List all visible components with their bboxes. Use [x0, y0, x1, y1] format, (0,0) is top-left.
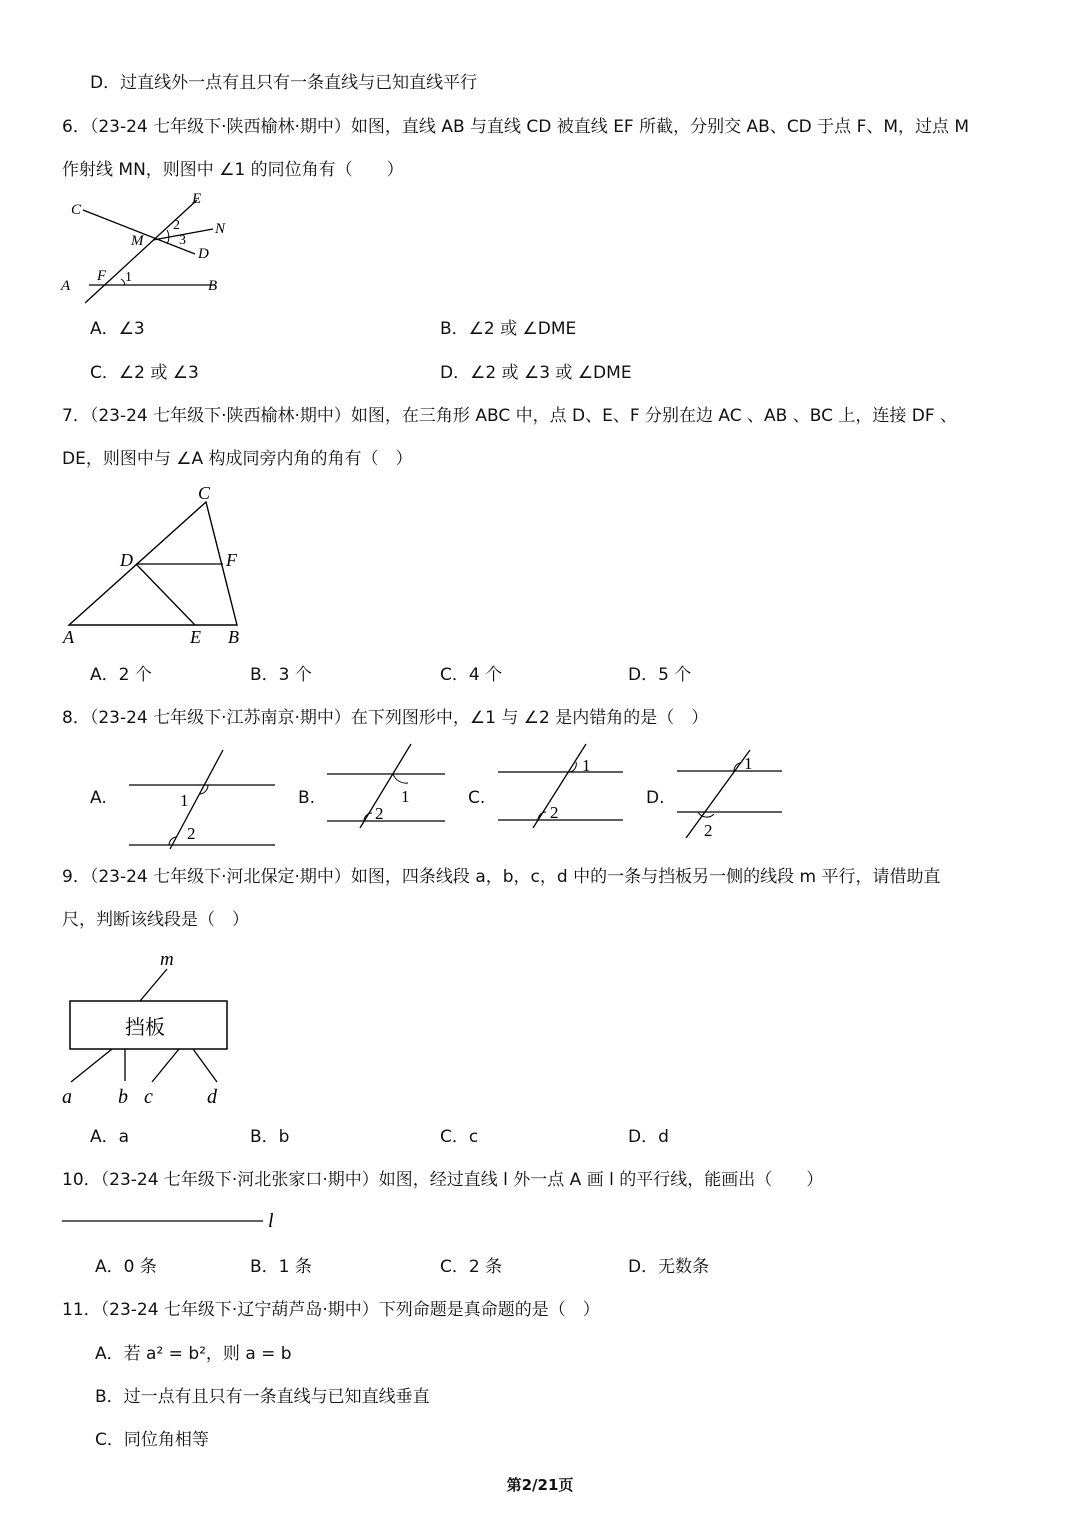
q6-option-b: B．∠2 或 ∠DME [440, 319, 577, 339]
q8-option-b: B. [298, 788, 316, 808]
q10-option-b: B．1 条 [250, 1257, 312, 1277]
q9-label-c: c [144, 1086, 153, 1108]
q10-option-a: A．0 条 [95, 1257, 157, 1277]
q9-option-c: C．c [440, 1127, 479, 1147]
q8-a-label-2: 2 [187, 824, 196, 843]
q5-option-d: D．过直线外一点有且只有一条直线与已知直线平行 [90, 73, 478, 93]
q9-option-b: B．b [250, 1127, 290, 1147]
q7-option-d: D．5 个 [628, 665, 692, 685]
q8-c-label-2: 2 [550, 803, 559, 822]
q6-option-a: A．∠3 [90, 319, 145, 339]
q8-option-d: D. [646, 788, 665, 808]
q6-figure [55, 188, 235, 306]
q9-label-d: d [207, 1086, 217, 1108]
q6-stem-line1: 6．（23-24 七年级下·陕西榆林·期中）如图，直线 AB 与直线 CD 被直线 EF 所截，分别交 AB、CD 于点 F、M，过点 M [62, 117, 970, 137]
q6-option-c: C．∠2 或 ∠3 [90, 363, 199, 383]
q9-label-a: a [62, 1086, 72, 1108]
q7-option-a: A．2 个 [90, 665, 152, 685]
q7-label-d: D [120, 550, 133, 570]
q9-label-m: m [160, 949, 174, 970]
q8-stem-line1: 8．（23-24 七年级下·江苏南京·期中）在下列图形中，∠1 与 ∠2 是内错角的是（ ） [62, 708, 709, 728]
q6-label-f: F [97, 268, 107, 284]
q6-label-a: A [61, 278, 71, 294]
q7-label-e: E [190, 627, 201, 647]
q8-b-label-2: 2 [375, 804, 384, 823]
q6-option-d: D．∠2 或 ∠3 或 ∠DME [440, 363, 632, 383]
q8-c-label-1: 1 [582, 756, 591, 775]
q6-label-d: D [198, 246, 209, 262]
q6-label-n: N [215, 221, 226, 237]
q8-option-a: A. [90, 788, 107, 808]
page-number: 第2/21页 [506, 1476, 574, 1494]
q8-figure-b [325, 742, 450, 828]
q7-label-a: A [63, 627, 74, 647]
q6-label-e: E [192, 191, 202, 207]
q11-option-c: C．同位角相等 [95, 1430, 209, 1450]
q9-board-label: 挡板 [125, 1017, 165, 1039]
q7-option-c: C．4 个 [440, 665, 503, 685]
q10-option-c: C．2 条 [440, 1257, 503, 1277]
q8-d-label-1: 1 [744, 754, 753, 773]
q9-figure [55, 945, 240, 1110]
q6-stem-line2: 作射线 MN，则图中 ∠1 的同位角有（ ） [62, 160, 404, 180]
q8-a-label-1: 1 [180, 791, 189, 810]
q6-label-3: 3 [179, 233, 186, 248]
q10-figure [60, 1206, 285, 1236]
q9-stem-line2: 尺，判断该线段是（ ） [62, 910, 249, 930]
q11-option-a: A．若 a² = b²，则 a = b [95, 1344, 292, 1364]
q7-label-f: F [226, 550, 237, 570]
q8-figure-c [495, 742, 630, 828]
q6-label-b: B [208, 278, 218, 294]
q10-option-d: D．无数条 [628, 1257, 710, 1277]
q11-stem-line1: 11．（23-24 七年级下·辽宁葫芦岛·期中）下列命题是真命题的是（ ） [62, 1300, 600, 1320]
q6-label-c: C [71, 202, 82, 218]
q8-figure-d [674, 746, 786, 838]
q7-option-b: B．3 个 [250, 665, 312, 685]
q9-option-d: D．d [628, 1127, 669, 1147]
q6-label-1: 1 [125, 270, 132, 285]
q7-label-b: B [228, 627, 239, 647]
q9-stem-line1: 9．（23-24 七年级下·河北保定·期中）如图，四条线段 a，b，c，d 中的一条与挡板另一侧的线段 m 平行，请借助直 [62, 867, 941, 887]
q6-label-m: M [131, 233, 144, 249]
q11-option-b: B．过一点有且只有一条直线与已知直线垂直 [95, 1387, 430, 1407]
q7-label-c: C [198, 483, 211, 503]
q7-figure [55, 480, 255, 652]
q7-stem-line1: 7．（23-24 七年级下·陕西榆林·期中）如图，在三角形 ABC 中，点 D、E、F 分别在边 AC 、AB 、BC 上，连接 DF 、 [62, 406, 958, 426]
q8-b-label-1: 1 [401, 787, 410, 806]
q9-label-b: b [118, 1086, 128, 1108]
q10-label-l: l [268, 1210, 274, 1232]
q9-option-a: A．a [90, 1127, 130, 1147]
q8-option-c: C. [468, 788, 486, 808]
q8-figure-a [125, 748, 280, 850]
q8-d-label-2: 2 [704, 821, 713, 838]
q7-stem-line2: DE，则图中与 ∠A 构成同旁内角的角有（ ） [62, 449, 413, 469]
q10-stem-line1: 10．（23-24 七年级下·河北张家口·期中）如图，经过直线 l 外一点 A 画 l 的平行线，能画出（ ） [62, 1170, 824, 1190]
q6-label-2: 2 [173, 218, 180, 233]
